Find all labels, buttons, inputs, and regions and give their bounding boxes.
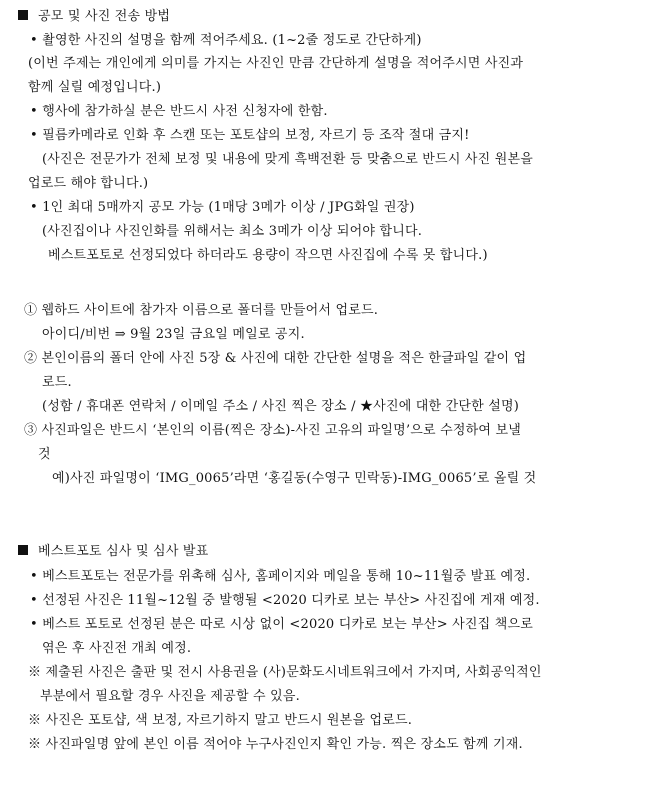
step-1-line: ① 웹하드 사이트에 참가자 이름으로 폴더를 만들어서 업로드. bbox=[24, 303, 379, 318]
text-line: • 선정된 사진은 11월~12월 중 발행될 <2020 디카로 보는 부산> 사진집에 게재 예정. bbox=[30, 593, 540, 608]
step-3-line: ③ 사진파일은 반드시 ‘본인의 이름(찍은 장소)-사진 고유의 파일명’으로 수정하여 보낼 bbox=[24, 423, 522, 438]
step-2-line: ② 본인이름의 폴더 안에 사진 5장 & 사진에 대한 간단한 설명을 적은 한글파일 같이 업 bbox=[24, 351, 527, 366]
text-line: 예)사진 파일명이 ‘IMG_0065’라면 ‘홍길동(수영구 민락동)-IMG_0065’로 올릴 것 bbox=[52, 471, 537, 486]
note-line: ※ 사진은 포토샵, 색 보정, 자르기하지 말고 반드시 원본을 업로드. bbox=[28, 713, 413, 728]
text-line: • 베스트포토는 전문가를 위촉해 심사, 홈페이지와 메일을 통해 10~11월중 발표 예정. bbox=[30, 569, 531, 584]
text-line: (성함 / 휴대폰 연락처 / 이메일 주소 / 사진 찍은 장소 / ★사진에 대한 간단한 설명) bbox=[42, 399, 520, 414]
text-line: • 촬영한 사진의 설명을 함께 적어주세요. (1~2줄 정도로 간단하게) bbox=[30, 33, 422, 48]
text-line: 로드. bbox=[42, 375, 72, 390]
section-heading-submission bbox=[18, 6, 170, 28]
text-line: • 필름카메라로 인화 후 스캔 또는 포토샵의 보정, 자르기 등 조작 절대 금지! bbox=[30, 128, 470, 143]
heading-text: 공모 및 사진 전송 방법 bbox=[38, 9, 171, 24]
text-line: 베스트포토로 선정되었다 하더라도 용량이 작으면 사진집에 수록 못 합니다.) bbox=[48, 248, 488, 263]
text-line: • 베스트 포토로 선정된 분은 따로 시상 없이 <2020 디카로 보는 부산> 사진집 책으로 bbox=[30, 617, 533, 632]
text-line: 엮은 후 사진전 개최 예정. bbox=[42, 641, 192, 656]
heading-text: 베스트포토 심사 및 심사 발표 bbox=[38, 544, 209, 559]
black-square-bullet-icon bbox=[18, 545, 28, 555]
note-line: ※ 제출된 사진은 출판 및 전시 사용권을 (사)문화도시네트워크에서 가지며, 사회공익적인 bbox=[28, 665, 542, 680]
text-line: • 1인 최대 5매까지 공모 가능 (1매당 3메가 이상 / JPG화일 권장) bbox=[30, 200, 415, 215]
text-line: 아이디/비번 ⇒ 9월 23일 금요일 메일로 공지. bbox=[42, 327, 305, 342]
text-line: 업로드 해야 합니다.) bbox=[28, 176, 149, 191]
text-line: 부분에서 필요할 경우 사진을 제공할 수 있음. bbox=[40, 689, 300, 704]
text-line: • 행사에 참가하실 분은 반드시 사전 신청자에 한함. bbox=[30, 104, 328, 119]
text-line: 것 bbox=[38, 447, 51, 462]
text-line: (사진은 전문가가 전체 보정 및 내용에 맞게 흑백전환 등 맞춤으로 반드시 사진 원본을 bbox=[42, 152, 534, 167]
black-square-bullet-icon bbox=[18, 10, 28, 20]
text-line: (이번 주제는 개인에게 의미를 가지는 사진인 만큼 간단하게 설명을 적어주시면 사진과 bbox=[28, 56, 524, 71]
text-line: 함께 실릴 예정입니다.) bbox=[28, 80, 162, 95]
section-heading-review bbox=[18, 541, 208, 563]
text-line: (사진집이나 사진인화를 위해서는 최소 3메가 이상 되어야 합니다. bbox=[42, 224, 423, 239]
note-line: ※ 사진파일명 앞에 본인 이름 적어야 누구사진인지 확인 가능. 찍은 장소도 함께 기재. bbox=[28, 737, 523, 752]
